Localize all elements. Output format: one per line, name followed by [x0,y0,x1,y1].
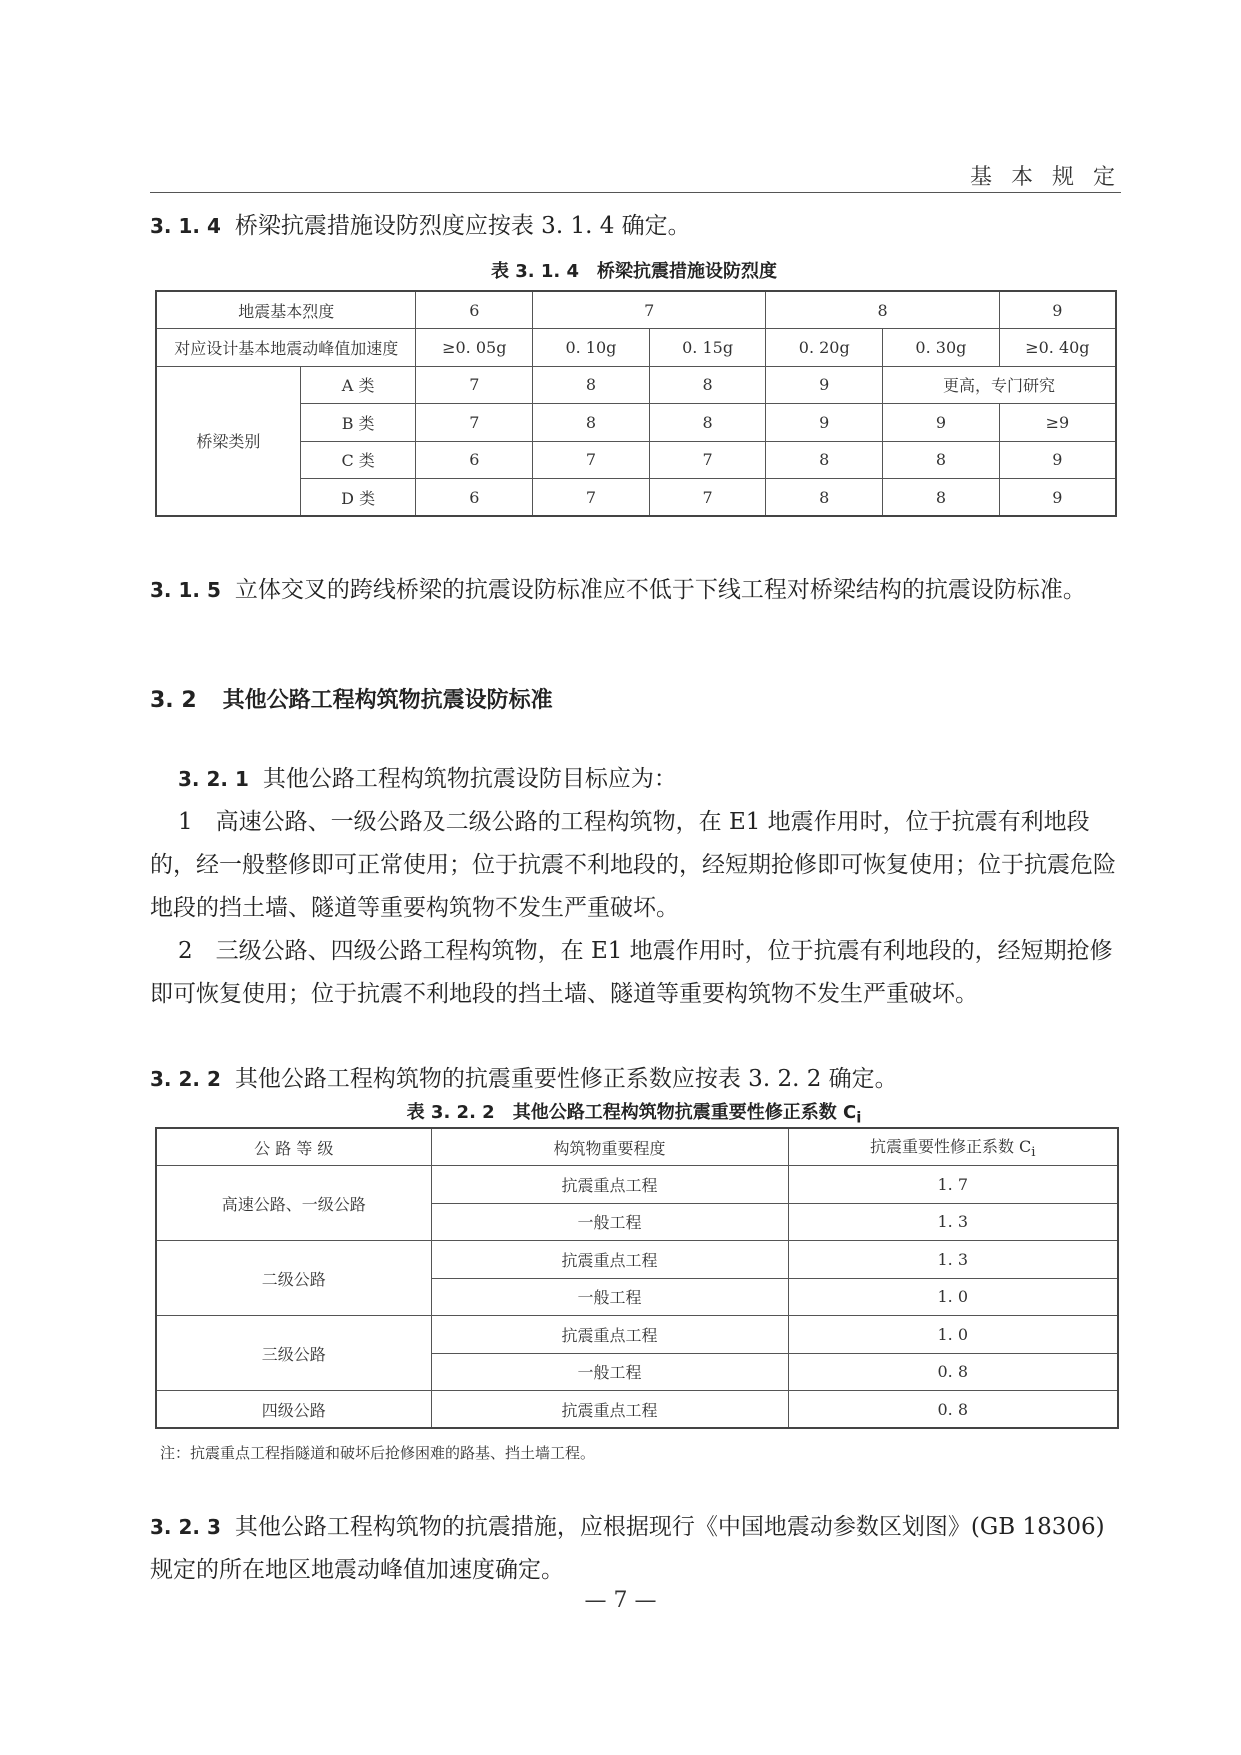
table-cell: 7 [533,291,766,329]
clause-number: 3. 2. 1 [178,767,249,791]
table-cell: 9 [766,366,883,404]
table-cell: 三级公路 [156,1316,431,1391]
caption-text: 表 3. 2. 2 其他公路工程构筑物抗震重要性修正系数 C [406,1102,857,1123]
clause-text: 其他公路工程构筑物的抗震措施，应根据现行《中国地震动参数区划图》(GB 18306) 规定的所在地区地震动峰值加速度确定。 [150,1514,1105,1583]
table-cell: 7 [533,479,650,517]
table-cell: 1. 3 [788,1203,1118,1241]
table-3-2-2-caption [150,1098,1118,1127]
clause-text: 桥梁抗震措施设防烈度应按表 3. 1. 4 确定。 [234,213,691,239]
table-cell: ≥0. 05g [416,329,533,367]
clause-intro [150,758,1118,801]
table-cell: 9 [766,404,883,442]
clause-text: 立体交叉的跨线桥梁的抗震设防标准应不低于下线工程对桥梁结构的抗震设防标准。 [234,577,1086,603]
clause-number: 3. 1. 5 [150,578,221,602]
table-cell: 0. 8 [788,1391,1118,1429]
table-cell: 二级公路 [156,1241,431,1316]
table-cell: 抗震重点工程 [431,1391,788,1429]
clause-number: 3. 2. 2 [150,1067,221,1091]
page-number: — 7 — [584,1588,657,1613]
header-text: 抗震重要性修正系数 C [869,1136,1032,1156]
table-cell: 1. 0 [788,1316,1118,1354]
table-cell: 8 [766,479,883,517]
table-cell: A 类 [300,366,416,404]
table-3-1-4 [155,290,1117,517]
table-cell: 一般工程 [431,1278,788,1316]
table-cell: 9 [999,291,1116,329]
caption-subscript: i [856,1108,862,1127]
table-cell: 6 [416,479,533,517]
clause-number: 3. 1. 4 [150,214,221,238]
table-cell: 9 [999,441,1116,479]
table-cell: 8 [766,291,999,329]
table-cell: 7 [649,479,766,517]
clause-text: 其他公路工程构筑物抗震设防目标应为： [262,766,677,792]
table-row [156,1316,1118,1354]
table-cell: 7 [649,441,766,479]
table-row [156,404,1116,442]
header-rule [150,192,1121,193]
clause-3-1-5 [150,569,1118,612]
table-cell: 桥梁类别 [156,366,300,516]
table-cell: 一般工程 [431,1203,788,1241]
table-cell: 7 [533,441,650,479]
table-row [156,291,1116,329]
table-cell: 高速公路、一级公路 [156,1166,431,1241]
table-cell: 8 [533,404,650,442]
table-cell: 1. 3 [788,1241,1118,1279]
table-cell: ≥9 [999,404,1116,442]
table-cell: 0. 15g [649,329,766,367]
table-cell: 一般工程 [431,1353,788,1391]
table-row [156,1241,1118,1279]
table-cell: 更高，专门研究 [883,366,1116,404]
table-cell: 9 [999,479,1116,517]
header-subscript: i [1031,1145,1036,1161]
table-cell: 四级公路 [156,1391,431,1429]
table-cell: 0. 8 [788,1353,1118,1391]
table-cell: 8 [649,404,766,442]
table-cell: 1. 0 [788,1278,1118,1316]
table-cell: 7 [416,366,533,404]
table-cell: 8 [649,366,766,404]
clause-item: 1 高速公路、一级公路及二级公路的工程构筑物，在 E1 地震作用时，位于抗震有利地段的，经一般整修即可正常使用；位于抗震不利地段的，经短期抢修即可恢复使用；位于抗震危险地段的挡土墙、隧道等重要构筑物不发生严重破坏。 [150,809,1116,921]
section-title [150,683,553,714]
table-cell: 7 [416,404,533,442]
table-row [156,1166,1118,1204]
clause-3-2-2 [150,1058,1118,1101]
table-header-row [156,1128,1118,1166]
table-row [156,479,1116,517]
table-row [156,441,1116,479]
section-number: 3. 2 [150,688,197,713]
table-cell: 0. 20g [766,329,883,367]
running-header: 基 本 规 定 [970,165,1121,190]
table-cell: 8 [883,479,1000,517]
table-cell: 0. 10g [533,329,650,367]
table-cell: C 类 [300,441,416,479]
column-header: 构筑物重要程度 [431,1128,788,1166]
table-row [156,366,1116,404]
clause-3-2-1 [150,758,1118,1016]
table-3-1-4-caption: 表 3. 1. 4 桥梁抗震措施设防烈度 [490,261,778,282]
table-note: 注：抗震重点工程指隧道和破坏后抢修困难的路基、挡土墙工程。 [160,1444,596,1462]
table-cell: 6 [416,291,533,329]
clause-text: 其他公路工程构筑物的抗震重要性修正系数应按表 3. 2. 2 确定。 [234,1066,898,1092]
table-cell: 6 [416,441,533,479]
table-cell: 抗震重点工程 [431,1316,788,1354]
column-header: 公 路 等 级 [156,1128,431,1166]
table-cell: 地震基本烈度 [156,291,416,329]
table-row [156,329,1116,367]
table-cell: 8 [533,366,650,404]
table-cell: 9 [883,404,1000,442]
clause-3-1-4 [150,205,1118,248]
table-cell: 抗震重点工程 [431,1166,788,1204]
table-cell: 8 [883,441,1000,479]
table-cell: 8 [766,441,883,479]
table-cell: B 类 [300,404,416,442]
table-cell: 0. 30g [883,329,1000,367]
table-cell: D 类 [300,479,416,517]
table-cell: 对应设计基本地震动峰值加速度 [156,329,416,367]
table-row [156,1391,1118,1429]
table-3-2-2 [155,1127,1119,1429]
table-cell: 1. 7 [788,1166,1118,1204]
clause-number: 3. 2. 3 [150,1515,221,1539]
column-header [788,1128,1118,1166]
table-cell: 抗震重点工程 [431,1241,788,1279]
clause-3-2-3 [150,1506,1118,1592]
section-heading: 其他公路工程构筑物抗震设防标准 [222,688,553,713]
clause-item: 2 三级公路、四级公路工程构筑物，在 E1 地震作用时，位于抗震有利地段的，经短期抢修即可恢复使用；位于抗震不利地段的挡土墙、隧道等重要构筑物不发生严重破坏。 [150,938,1113,1007]
table-cell: ≥0. 40g [999,329,1116,367]
